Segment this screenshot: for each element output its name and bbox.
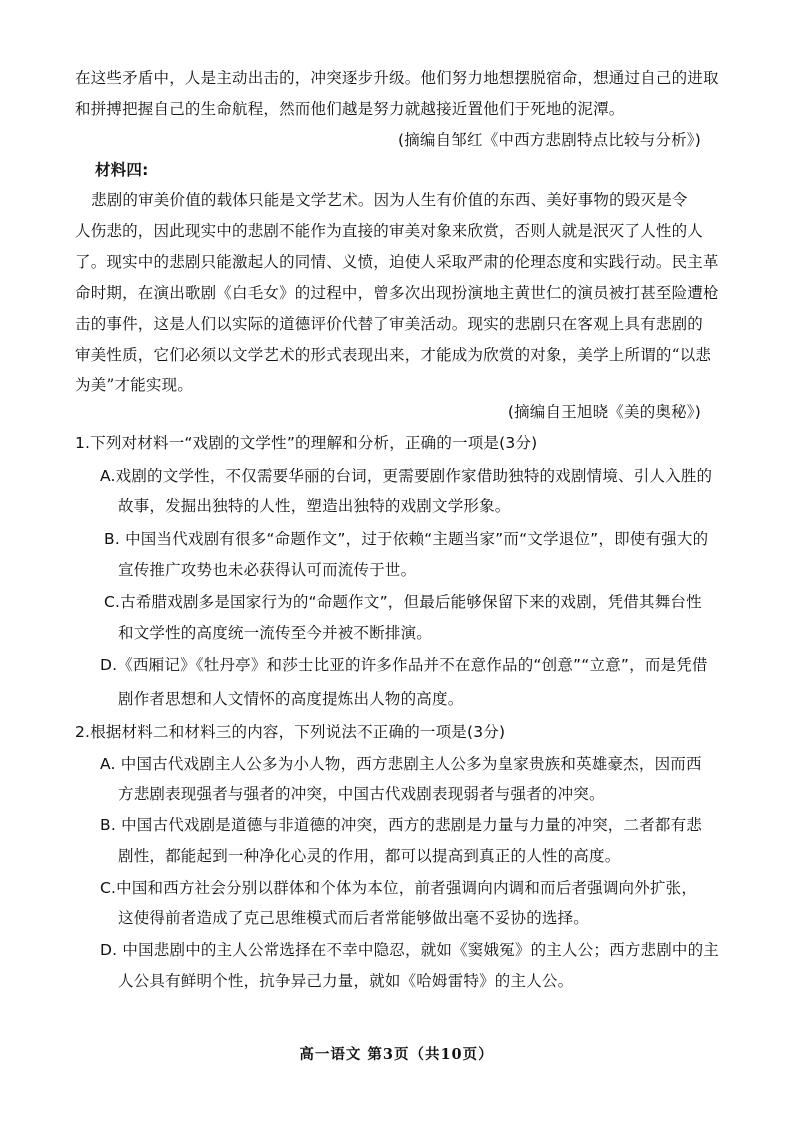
- passage-line: 审美性质，它们必须以文学艺术的形式表现出来，才能成为欣赏的对象，美学上所谓的“以悲: [75, 346, 712, 364]
- source-citation: (摘编自王旭晓《美的奥秘》): [507, 403, 701, 421]
- passage-line: 击的事件，这是人们以实际的道德评价代替了审美活动。现实的悲剧只在客观上具有悲剧的: [75, 315, 704, 333]
- passage-line: 和拼搏把握自己的生命航程，然而他们越是努力就越接近置他们于死地的泥潭。: [75, 100, 625, 118]
- passage-line: 为美”才能实现。: [75, 376, 194, 394]
- q1-option-c: C.古希腊戏剧多是国家行为的“命题作文”，但最后能够保留下来的戏剧，凭借其舞台性: [104, 593, 702, 611]
- passage-line: 悲剧的审美价值的载体只能是文学艺术。因为人生有价值的东西、美好事物的毁灭是令: [91, 191, 688, 209]
- q1-option-d: D.《西厢记》《牡丹亭》和莎士比亚的许多作品并不在意作品的“创意”“立意”，而是凭借: [100, 656, 708, 674]
- passage-line: 命时期，在演出歌剧《白毛女》的过程中，曾多次出现扮演地主黄世仁的演员被打甚至险遭枪: [75, 284, 719, 302]
- q1-option-b-cont: 宣传推广攻势也未必获得认可而流传于世。: [118, 561, 417, 579]
- page-footer: 高一语文 第3页（共10页）: [299, 1046, 494, 1063]
- source-citation: (摘编自邹红《中西方悲剧特点比较与分析》): [397, 131, 701, 149]
- passage-line: 人伤悲的，因此现实中的悲剧不能作为直接的审美对象来欣赏，否则人就是泯灭了人性的人: [75, 222, 704, 240]
- q2-option-c: C.中国和西方社会分别以群体和个体为本位，前者强调向内调和而后者强调向外扩张，: [100, 879, 698, 897]
- question-2-stem: 2.根据材料二和材料三的内容，下列说法不正确的一项是(3分): [75, 723, 506, 741]
- q1-option-c-cont: 和文学性的高度统一流传至今并被不断排演。: [118, 624, 433, 642]
- material-heading: 材料四:: [95, 161, 149, 179]
- passage-line: 了。现实中的悲剧只能激起人的同情、义愤，迫使人采取严肃的伦理态度和实践行动。民主革: [75, 253, 719, 271]
- q2-option-a-cont: 方悲剧表现强者与强者的冲突，中国古代戏剧表现弱者与强者的冲突。: [118, 785, 605, 803]
- passage-line: 在这些矛盾中，人是主动出击的，冲突逐步升级。他们努力地想摆脱宿命，想通过自己的进取: [75, 69, 719, 87]
- q1-option-a-cont: 故事，发掘出独特的人性，塑造出独特的戏剧文学形象。: [118, 497, 511, 515]
- q2-option-b: B. 中国古代戏剧是道德与非道德的冲突，西方的悲剧是力量与力量的冲突，二者都有悲: [100, 816, 702, 834]
- q2-option-d: D. 中国悲剧中的主人公常选择在不幸中隐忍，就如《窦娥冤》的主人公；西方悲剧中的主: [100, 941, 719, 959]
- q2-option-b-cont: 剧性，都能起到一种净化心灵的作用，都可以提高到真正的人性的高度。: [118, 847, 621, 865]
- q1-option-d-cont: 剧作者思想和人文情怀的高度提炼出人物的高度。: [118, 690, 464, 708]
- question-1-stem: 1.下列对材料一“戏剧的文学性”的理解和分析，正确的一项是(3分): [75, 434, 538, 452]
- q2-option-a: A. 中国古代戏剧主人公多为小人物，西方悲剧主人公多为皇家贵族和英雄豪杰，因而西: [100, 755, 702, 773]
- q2-option-c-cont: 这使得前者造成了克己思维模式而后者常能够做出毫不妥协的选择。: [118, 909, 590, 927]
- q2-option-d-cont: 人公具有鲜明个性，抗争异己力量，就如《哈姆雷特》的主人公。: [118, 972, 574, 990]
- q1-option-b: B. 中国当代戏剧有很多“命题作文”，过于依赖“主题当家”而“文学退位”，即使有强大的: [104, 530, 709, 548]
- q1-option-a: A.戏剧的文学性，不仅需要华丽的台词，更需要剧作家借助独特的戏剧情境、引人入胜的: [100, 467, 713, 485]
